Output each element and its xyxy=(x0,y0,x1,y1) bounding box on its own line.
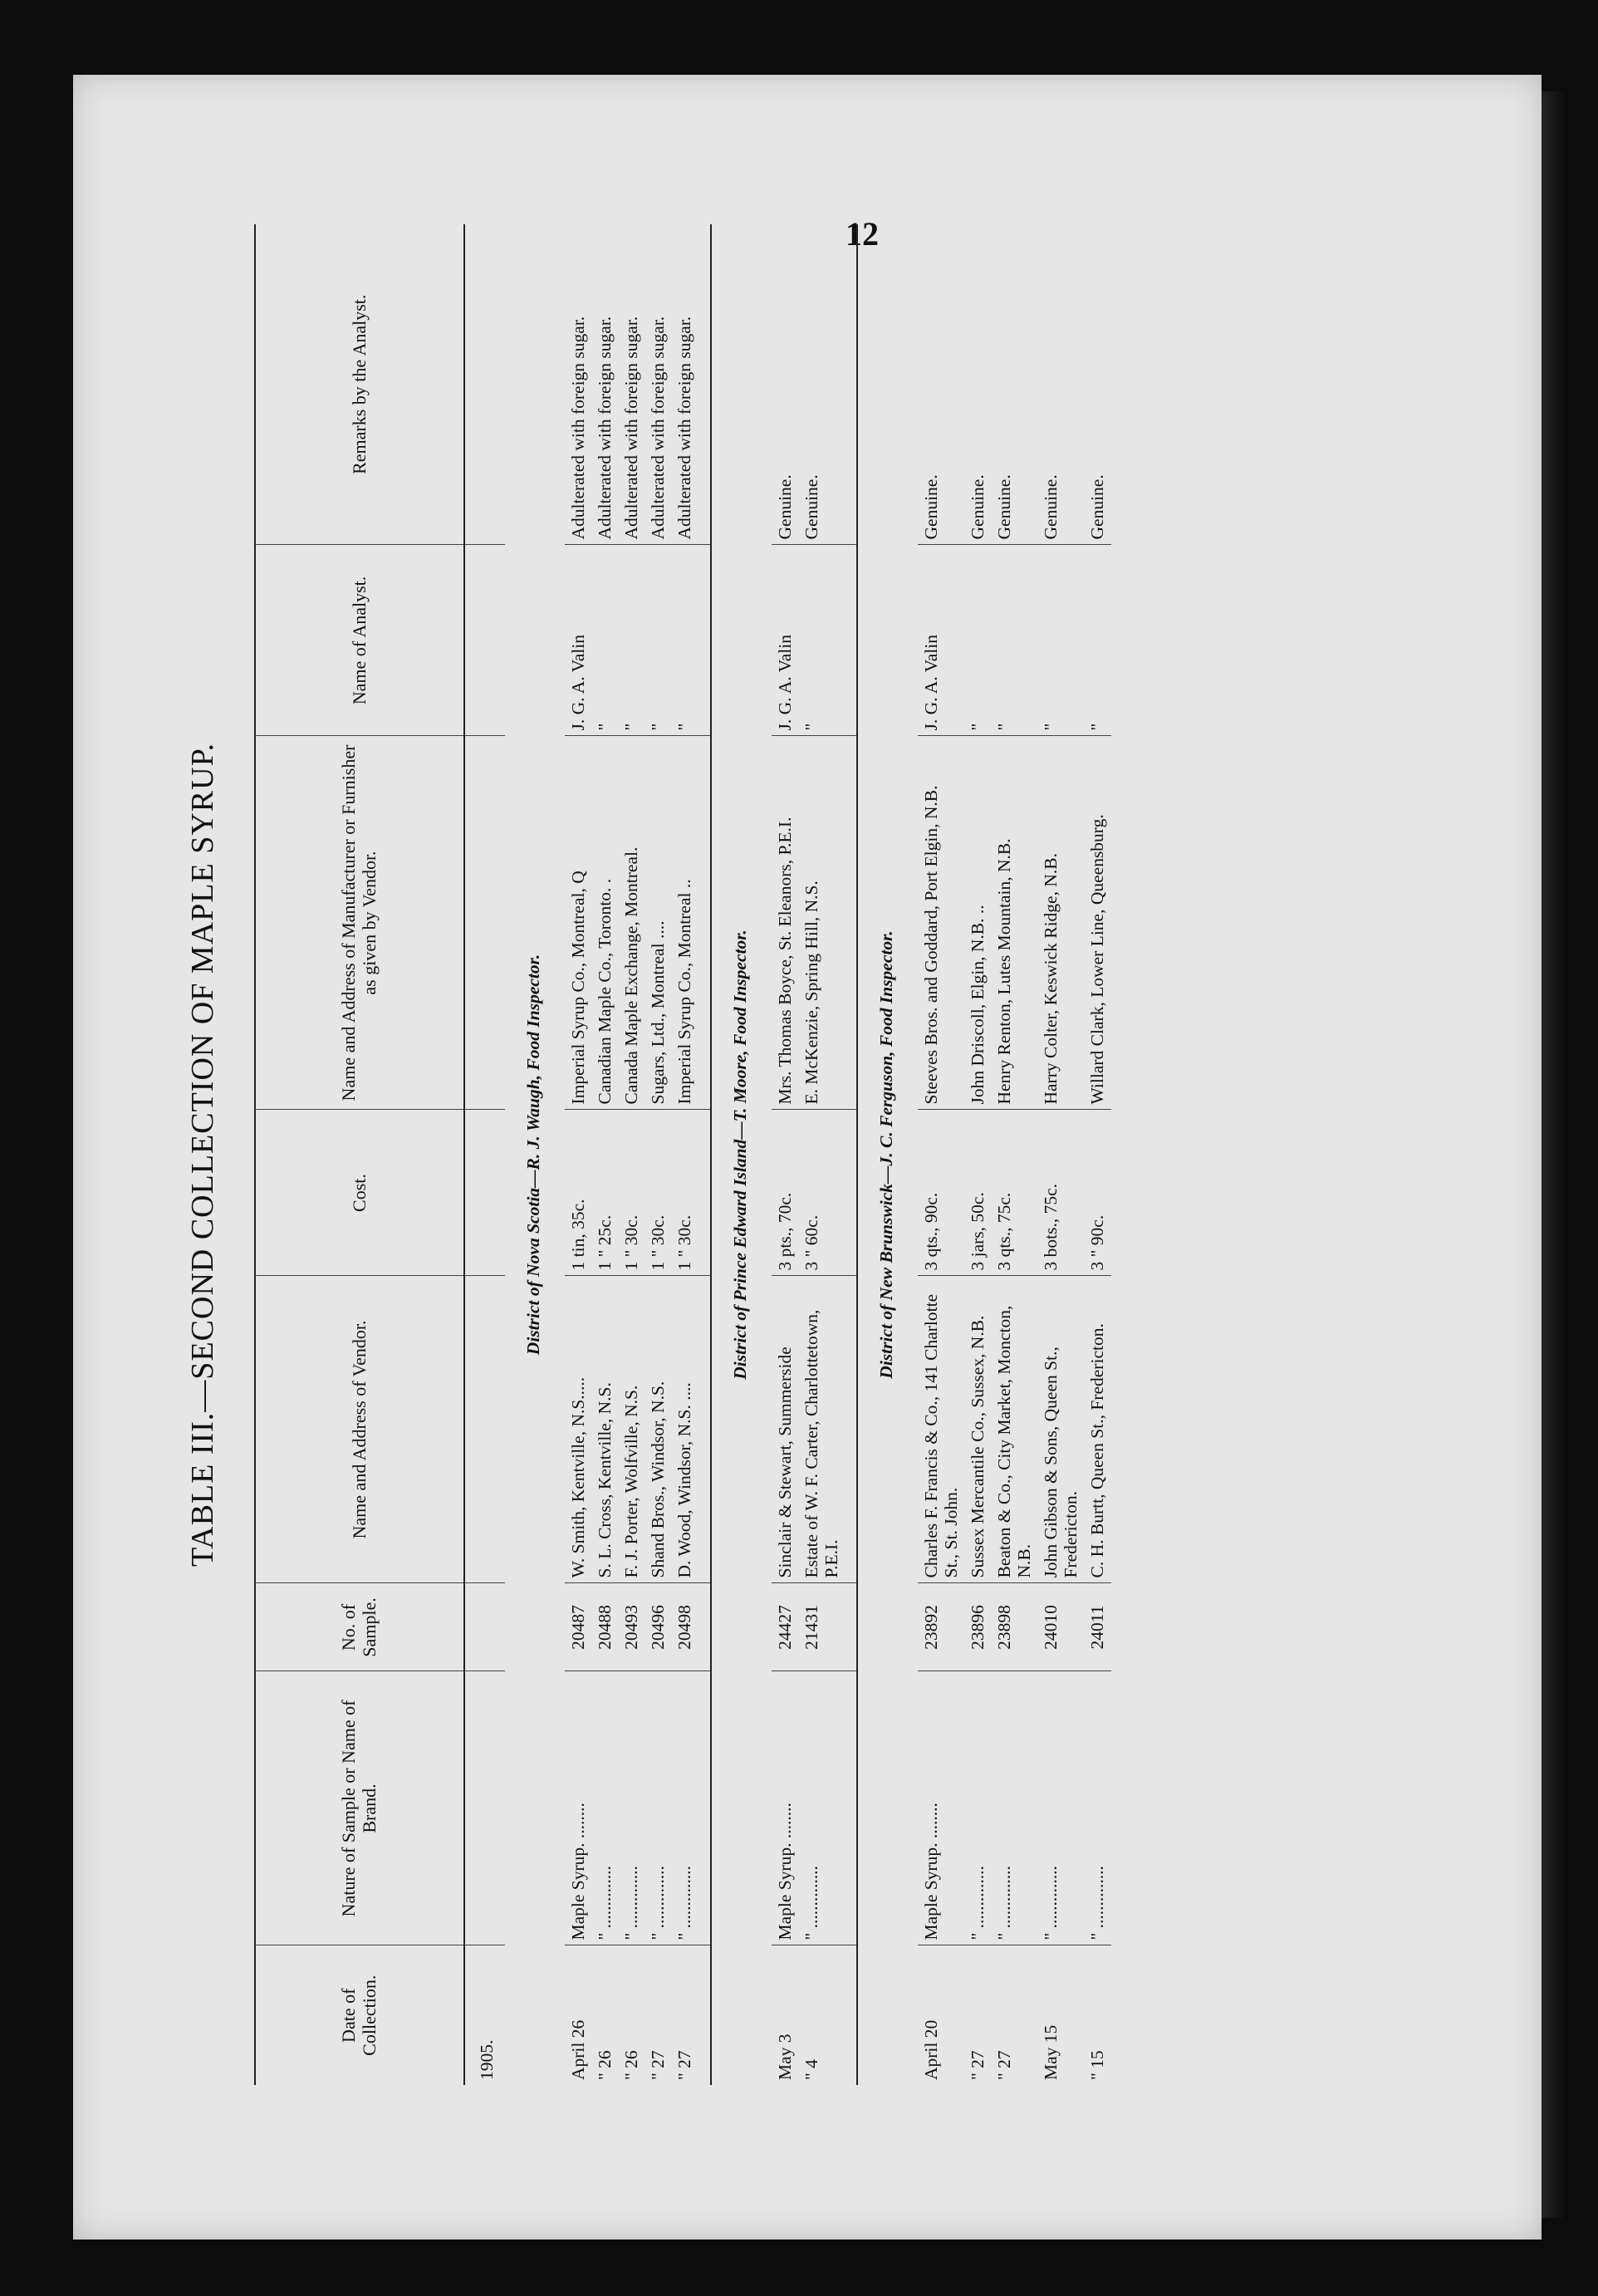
district-heading-row xyxy=(857,224,918,2085)
cell-manufacturer: Imperial Syrup Co., Montreal, Q xyxy=(565,736,591,1110)
cell-date: April 26 xyxy=(565,1945,591,2085)
year-row xyxy=(464,224,505,2085)
district-heading: District of Nova Scotia—R. J. Waugh, Food Inspector. xyxy=(523,954,544,1356)
cell-date: " 27 xyxy=(645,1945,671,2085)
cell-analyst: " xyxy=(991,545,1037,736)
page-number: 12 xyxy=(846,215,879,253)
header-sample-no: No. of Sample. xyxy=(255,1583,464,1671)
cell-cost: 3 bots., 75c. xyxy=(1037,1110,1084,1276)
header-remarks: Remarks by the Analyst. xyxy=(255,224,464,545)
cell-date: " 27 xyxy=(991,1945,1037,2085)
year-label: 1905. xyxy=(464,1945,505,2085)
cell-remarks: Genuine. xyxy=(798,224,857,545)
cell-date: May 15 xyxy=(1037,1945,1084,2085)
cell-analyst: " xyxy=(645,545,671,736)
cell-manufacturer: E. McKenzie, Spring Hill, N.S. xyxy=(798,736,857,1110)
header-cost: Cost. xyxy=(255,1110,464,1276)
cell-manufacturer: Sugars, Ltd., Montreal .... xyxy=(645,736,671,1110)
cell-remarks: Genuine. xyxy=(920,474,941,540)
table-header-row xyxy=(255,224,464,2085)
header-analyst: Name of Analyst. xyxy=(255,545,464,736)
cell-remarks: Adulterated with foreign sugar. xyxy=(671,224,710,545)
empty-cell xyxy=(464,1671,505,1945)
cell-remarks: Adulterated with foreign sugar. xyxy=(595,316,615,540)
header-vendor: Name and Address of Vendor. xyxy=(255,1276,464,1583)
empty-cell xyxy=(464,224,505,545)
table-row xyxy=(1037,224,1084,2085)
cell-remarks: Genuine. xyxy=(968,474,988,540)
cell-date: " 26 xyxy=(591,1945,618,2085)
cell-cost: 3 " 90c. xyxy=(1084,1110,1110,1276)
table-row xyxy=(618,224,645,2085)
empty-cell xyxy=(464,545,505,736)
cell-nature: " .............. xyxy=(1084,1671,1110,1945)
cell-cost: 3 qts., 90c. xyxy=(918,1110,964,1276)
cell-nature: " .............. xyxy=(1037,1671,1084,1945)
cell-date: " 4 xyxy=(798,1945,857,2085)
cell-vendor: Sussex Mercantile Co., Sussex, N.B. xyxy=(964,1276,991,1583)
district-heading: District of Prince Edward Island—T. Moore, Food Inspector. xyxy=(729,930,750,1380)
cell-remarks: Genuine. xyxy=(774,474,795,540)
cell-sample-no: 23896 xyxy=(964,1583,991,1671)
cell-analyst: " xyxy=(618,545,645,736)
cell-remarks: Genuine. xyxy=(1087,474,1108,540)
cell-cost: 1 " 25c. xyxy=(591,1110,618,1276)
cell-manufacturer: Imperial Syrup Co., Montreal .. xyxy=(671,736,710,1110)
cell-nature: " .............. xyxy=(798,1671,857,1945)
rotated-table-page xyxy=(184,224,1397,2085)
table-row xyxy=(964,224,991,2085)
table-title: TABLE III.—SECOND COLLECTION OF MAPLE SYRUP. xyxy=(185,742,220,1567)
cell-sample-no: 24427 xyxy=(772,1583,798,1671)
cell-analyst: J. G. A. Valin xyxy=(772,545,798,736)
cell-sample-no: 20488 xyxy=(591,1583,618,1671)
cell-manufacturer: Willard Clark, Lower Line, Queensburg. xyxy=(1084,736,1110,1110)
cell-sample-no: 20498 xyxy=(671,1583,710,1671)
table-row xyxy=(798,224,857,2085)
cell-analyst: " xyxy=(964,545,991,736)
district-heading: District of New Brunswick—J. C. Ferguson, Food Inspector. xyxy=(875,930,896,1379)
cell-nature: Maple Syrup. ........ xyxy=(918,1671,964,1945)
cell-manufacturer: Canada Maple Exchange, Montreal. xyxy=(618,736,645,1110)
table-row xyxy=(1084,224,1110,2085)
cell-cost: 3 pts., 70c. xyxy=(772,1110,798,1276)
maple-syrup-table xyxy=(254,224,1111,2085)
empty-cell xyxy=(464,736,505,1110)
cell-cost: 1 " 30c. xyxy=(618,1110,645,1276)
cell-nature: " .............. xyxy=(591,1671,618,1945)
cell-manufacturer: Harry Colter, Keswick Ridge, N.B. xyxy=(1037,736,1084,1110)
cell-date: " 15 xyxy=(1084,1945,1110,2085)
cell-analyst: " xyxy=(1037,545,1084,736)
cell-date: May 3 xyxy=(772,1945,798,2085)
table-row xyxy=(645,224,671,2085)
cell-date: " 27 xyxy=(964,1945,991,2085)
table-row xyxy=(565,224,591,2085)
empty-cell xyxy=(464,1583,505,1671)
cell-remarks: Genuine. xyxy=(994,474,1015,540)
cell-nature: " .............. xyxy=(671,1671,710,1945)
cell-analyst: J. G. A. Valin xyxy=(565,545,591,736)
cell-vendor: Shand Bros., Windsor, N.S. xyxy=(645,1276,671,1583)
cell-cost: 3 qts., 75c. xyxy=(991,1110,1037,1276)
empty-cell xyxy=(464,1276,505,1583)
cell-sample-no: 23898 xyxy=(991,1583,1037,1671)
cell-sample-no: 21431 xyxy=(798,1583,857,1671)
cell-manufacturer: Steeves Bros. and Goddard, Port Elgin, N.B. xyxy=(918,736,964,1110)
cell-sample-no: 20493 xyxy=(618,1583,645,1671)
cell-cost: 1 " 30c. xyxy=(671,1110,710,1276)
cell-vendor: John Gibson & Sons, Queen St., Fredericton. xyxy=(1037,1276,1084,1583)
cell-remarks: Adulterated with foreign sugar. xyxy=(648,316,669,540)
cell-vendor: C. H. Burtt, Queen St., Fredericton. xyxy=(1084,1276,1110,1583)
cell-nature: " .............. xyxy=(645,1671,671,1945)
cell-analyst: " xyxy=(671,545,710,736)
cell-cost: 1 tin, 35c. xyxy=(565,1110,591,1276)
header-manufacturer: Name and Address of Manufacturer or Furnisher as given by Vendor. xyxy=(255,736,464,1110)
cell-manufacturer: Canadian Maple Co., Toronto. . xyxy=(591,736,618,1110)
cell-sample-no: 20496 xyxy=(645,1583,671,1671)
cell-analyst: " xyxy=(798,545,857,736)
cell-cost: 3 " 60c. xyxy=(798,1110,857,1276)
cell-remarks: Adulterated with foreign sugar. xyxy=(568,316,589,540)
cell-sample-no: 24010 xyxy=(1037,1583,1084,1671)
cell-analyst: J. G. A. Valin xyxy=(918,545,964,736)
cell-vendor: Estate of W. F. Carter, Charlottetown, P.E.I. xyxy=(798,1276,857,1583)
cell-vendor: D. Wood, Windsor, N.S. .... xyxy=(671,1276,710,1583)
cell-sample-no: 20487 xyxy=(565,1583,591,1671)
cell-vendor: F. J. Porter, Wolfville, N.S. xyxy=(618,1276,645,1583)
cell-analyst: " xyxy=(1084,545,1110,736)
cell-nature: " .............. xyxy=(618,1671,645,1945)
cell-manufacturer: Mrs. Thomas Boyce, St. Eleanors, P.E.I. xyxy=(772,736,798,1110)
cell-remarks: Adulterated with foreign sugar. xyxy=(621,316,642,540)
cell-manufacturer: Henry Renton, Lutes Mountain, N.B. xyxy=(991,736,1037,1110)
cell-date: " 27 xyxy=(671,1945,710,2085)
cell-cost: 3 jars, 50c. xyxy=(964,1110,991,1276)
cell-date: April 20 xyxy=(918,1945,964,2085)
district-heading-row xyxy=(505,224,565,2085)
header-nature: Nature of Sample or Name of Brand. xyxy=(255,1671,464,1945)
cell-remarks: Genuine. xyxy=(1041,474,1061,540)
cell-cost: 1 " 30c. xyxy=(645,1110,671,1276)
district-heading-row xyxy=(711,224,772,2085)
cell-vendor: Charles F. Francis & Co., 141 Charlotte St., St. John. xyxy=(918,1276,964,1583)
table-row xyxy=(591,224,618,2085)
cell-vendor: Beaton & Co., City Market, Moncton, N.B. xyxy=(991,1276,1037,1583)
table-row xyxy=(918,224,964,2085)
cell-nature: " .............. xyxy=(991,1671,1037,1945)
table-body xyxy=(464,224,1111,2085)
cell-date: " 26 xyxy=(618,1945,645,2085)
cell-vendor: S. L. Cross, Kentville, N.S. xyxy=(591,1276,618,1583)
table-row xyxy=(671,224,710,2085)
cell-analyst: " xyxy=(591,545,618,736)
cell-nature: " .............. xyxy=(964,1671,991,1945)
cell-vendor: Sinclair & Stewart, Summerside xyxy=(772,1276,798,1583)
table-row xyxy=(772,224,798,2085)
cell-nature: Maple Syrup. ........ xyxy=(565,1671,591,1945)
empty-cell xyxy=(464,1110,505,1276)
cell-nature: Maple Syrup. ........ xyxy=(772,1671,798,1945)
cell-sample-no: 24011 xyxy=(1084,1583,1110,1671)
cell-vendor: W. Smith, Kentville, N.S..... xyxy=(565,1276,591,1583)
header-date: Date of Collection. xyxy=(255,1945,464,2085)
table-row xyxy=(991,224,1037,2085)
cell-manufacturer: John Driscoll, Elgin, N.B. .. xyxy=(964,736,991,1110)
cell-sample-no: 23892 xyxy=(918,1583,964,1671)
